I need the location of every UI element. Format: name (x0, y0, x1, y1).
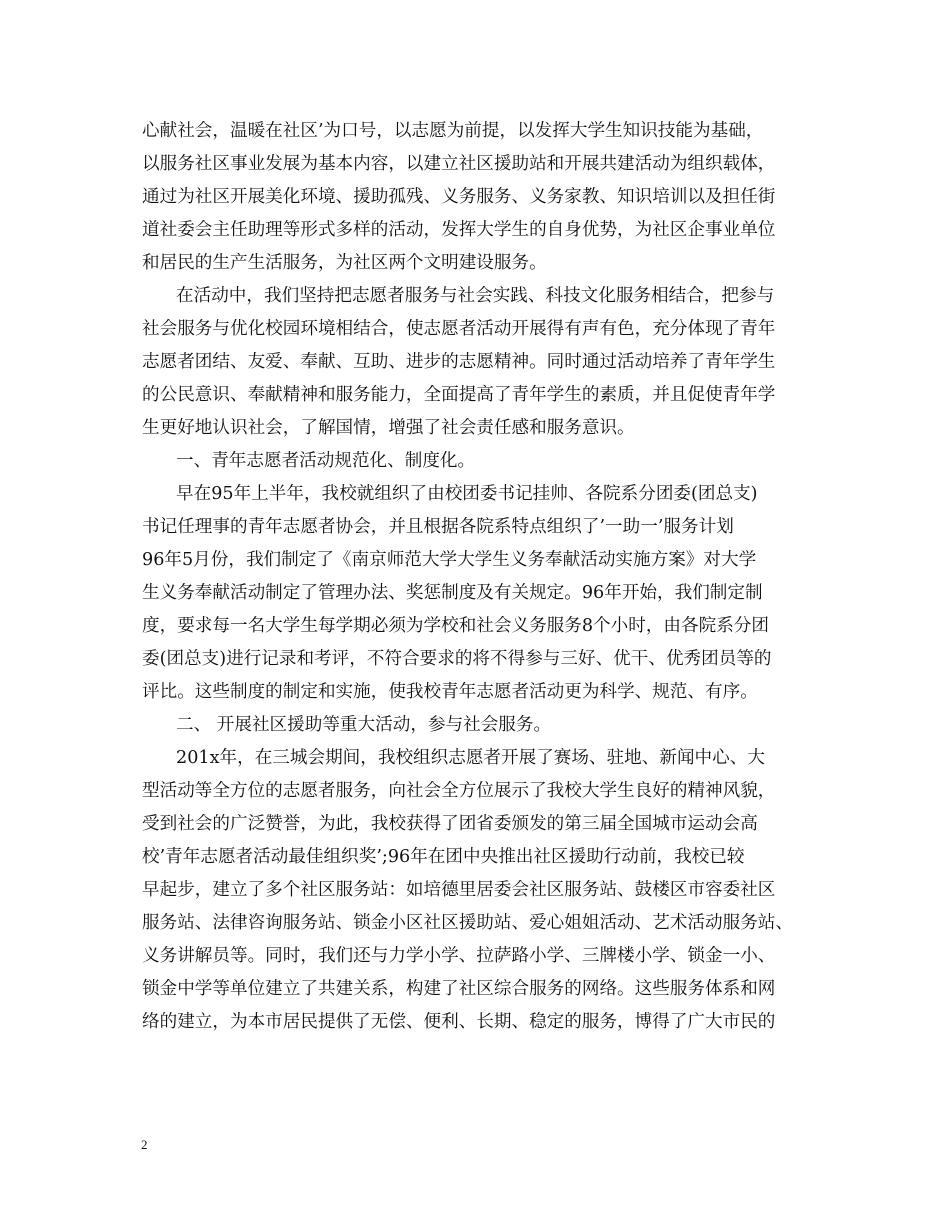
text-line: 社会服务与优化校园环境相结合，使志愿者活动开展得有声有色，充分体现了青年 (142, 319, 776, 339)
text-line: 心献社会，温暖在社区’为口号，以志愿为前提，以发挥大学生知识技能为基础， (142, 121, 764, 141)
text-line: 一、青年志愿者活动规范化、制度化。 (176, 451, 476, 471)
text-line: 锁金中学等单位建立了共建关系，构建了社区综合服务的网络。这些服务体系和网 (142, 979, 776, 999)
text-line: 委(团总支)进行记录和考评，不符合要求的将不得参与三好、优干、优秀团员等的 (142, 649, 772, 669)
document-body (142, 115, 832, 1039)
text-line: 生更好地认识社会，了解国情，增强了社会责任感和服务意识。 (142, 418, 635, 438)
text-line: 校’青年志愿者活动最佳组织奖’;96年在团中央推出社区援助行动前，我校已较 (142, 847, 745, 867)
text-line: 96年5月份，我们制定了《南京师范大学大学生义务奉献活动实施方案》对大学 (142, 550, 757, 570)
text-line: 和居民的生产生活服务，为社区两个文明建设服务。 (142, 253, 547, 273)
text-line: 书记任理事的青年志愿者协会，并且根据各院系特点组织了’一助一’服务计划 (142, 517, 734, 537)
text-line: 在活动中，我们坚持把志愿者服务与社会实践、科技文化服务相结合，把参与 (176, 286, 775, 306)
text-line: 服务站、法律咨询服务站、锁金小区社区援助站、爱心姐姐活动、艺术活动服务站、 (142, 913, 793, 933)
text-line: 志愿者团结、友爱、奉献、互助、进步的志愿精神。同时通过活动培养了青年学生 (142, 352, 776, 372)
page-number: 2 (141, 1137, 148, 1152)
text-line: 评比。这些制度的制定和实施，使我校青年志愿者活动更为科学、规范、有序。 (142, 682, 758, 702)
text-line: 的公民意识、奉献精神和服务能力，全面提高了青年学生的素质，并且促使青年学 (142, 385, 776, 405)
text-line: 义务讲解员等。同时，我们还与力学小学、拉萨路小学、三牌楼小学、锁金一小、 (142, 946, 776, 966)
text-line: 度，要求每一名大学生每学期必须为学校和社会义务服务8个小时，由各院系分团 (142, 616, 769, 636)
text-line: 型活动等全方位的志愿者服务，向社会全方位展示了我校大学生良好的精神风貌， (142, 781, 776, 801)
text-line: 201x年，在三城会期间，我校组织志愿者开展了赛场、驻地、新闻中心、大 (176, 748, 765, 768)
text-line: 以服务社区事业发展为基本内容，以建立社区援助站和开展共建活动为组织载体， (142, 154, 776, 174)
text-line: 道社委会主任助理等形式多样的活动，发挥大学生的自身优势，为社区企事业单位 (142, 220, 776, 240)
text-line: 受到社会的广泛赞誉，为此，我校获得了团省委颁发的第三届全国城市运动会高 (142, 814, 758, 834)
text-line: 生义务奉献活动制定了管理办法、奖惩制度及有关规定。96年开始，我们制定制 (142, 583, 763, 603)
text-line: 二、 开展社区援助等重大活动，参与社会服务。 (176, 715, 552, 735)
text-line: 早在95年上半年，我校就组织了由校团委书记挂帅、各院系分团委(团总支) (176, 484, 758, 504)
text-line: 通过为社区开展美化环境、援助孤残、义务服务、义务家教、知识培训以及担任街 (142, 187, 776, 207)
text-line: 早起步，建立了多个社区服务站：如培德里居委会社区服务站、鼓楼区市容委社区 (142, 880, 776, 900)
text-line: 络的建立，为本市居民提供了无偿、便利、长期、稳定的服务，博得了广大市民的 (142, 1012, 776, 1032)
